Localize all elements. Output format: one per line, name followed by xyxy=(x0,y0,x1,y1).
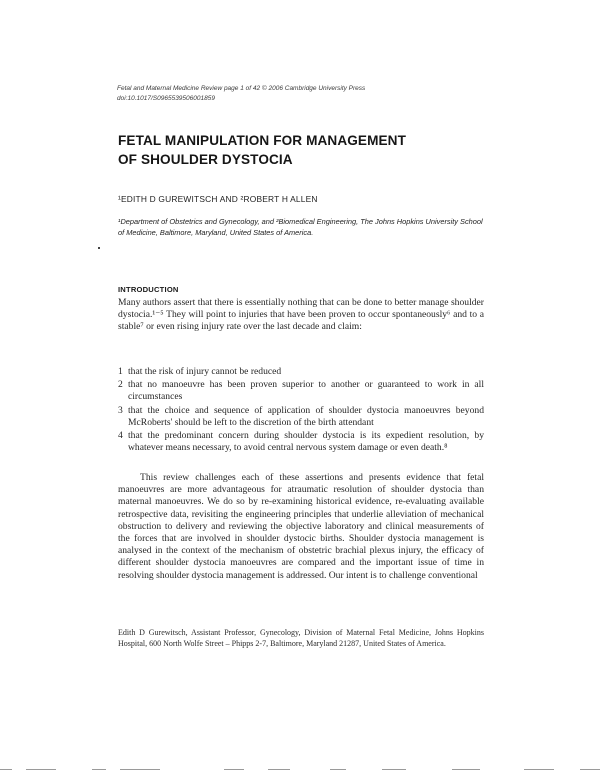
claim-item xyxy=(118,405,484,429)
author-footnote: Edith D Gurewitsch, Assistant Professor, Gynecology, Division of Maternal Fetal Medicine, Johns Hopkins Hospital, 600 North Wolfe Street – Phipps 2-7, Baltimore, Maryland 21287, United States of America. xyxy=(118,628,484,648)
claim-item xyxy=(118,366,484,378)
claim-text: that the risk of injury cannot be reduced xyxy=(128,366,282,377)
claim-number: 4 xyxy=(118,430,123,442)
article-title-line-1: FETAL MANIPULATION FOR MANAGEMENT xyxy=(118,133,406,148)
section-heading-introduction: INTRODUCTION xyxy=(118,285,179,294)
doi-line: doi:10.1017/S0965539506001859 xyxy=(117,95,215,102)
claims-list xyxy=(118,366,484,455)
margin-mark xyxy=(98,247,100,249)
review-paragraph: This review challenges each of these assertions and presents evidence that fetal manoeuvres are more advantageous for atraumatic resolution of shoulder dystocia than maternal manoeuvres. We do so by re-examining historical evidence, re-evaluating available retrospective data, revisiting the engineering principles that underlie alleviation of mechanical obstruction to delivery and reviewing the objective laboratory and clinical measurements of the forces that are involved in shoulder dystocic births. Shoulder dystocia management is analysed in the context of the mechanism of obstetric brachial plexus injury, the efficacy of different shoulder dystocia manoeuvres are compared and the important issue of time in resolving shoulder dystocia management is addressed. Our intent is to challenge conventional xyxy=(118,472,484,581)
claim-text: that no manoeuvre has been proven superior to another or guaranteed to work in all circumstances xyxy=(128,379,484,403)
claim-text: that the predominant concern during shoulder dystocia is its expedient resolution, by whatever means necessary, to avoid central nervous system damage or even death.⁸ xyxy=(128,430,484,454)
page-bottom-ticks xyxy=(0,769,600,772)
claim-number: 3 xyxy=(118,404,123,416)
claim-number: 1 xyxy=(118,366,123,377)
journal-citation: Fetal and Maternal Medicine Review page 1 of 42 © 2006 Cambridge University Press xyxy=(117,85,366,92)
claim-number: 2 xyxy=(118,379,123,391)
claim-item xyxy=(118,379,484,403)
claim-text: that the choice and sequence of application of shoulder dystocia manoeuvres beyond McRoberts' should be left to the discretion of the birth attendant xyxy=(128,404,484,428)
author-affiliation: ¹Department of Obstetrics and Gynecology, and ²Biomedical Engineering, The Johns Hopkins University School of Medicine, Baltimore, Maryland, United States of America. xyxy=(118,217,483,237)
claim-item xyxy=(118,430,484,454)
article-title-line-2: OF SHOULDER DYSTOCIA xyxy=(118,152,293,167)
intro-paragraph: Many authors assert that there is essentially nothing that can be done to better manage shoulder dystocia.¹⁻⁵ They will point to injuries that have been proven to occur spontaneously⁶ and to a stable⁷ or even rising injury rate over the last decade and claim: xyxy=(118,297,484,333)
author-line: ¹EDITH D GUREWITSCH AND ²ROBERT H ALLEN xyxy=(118,194,318,204)
